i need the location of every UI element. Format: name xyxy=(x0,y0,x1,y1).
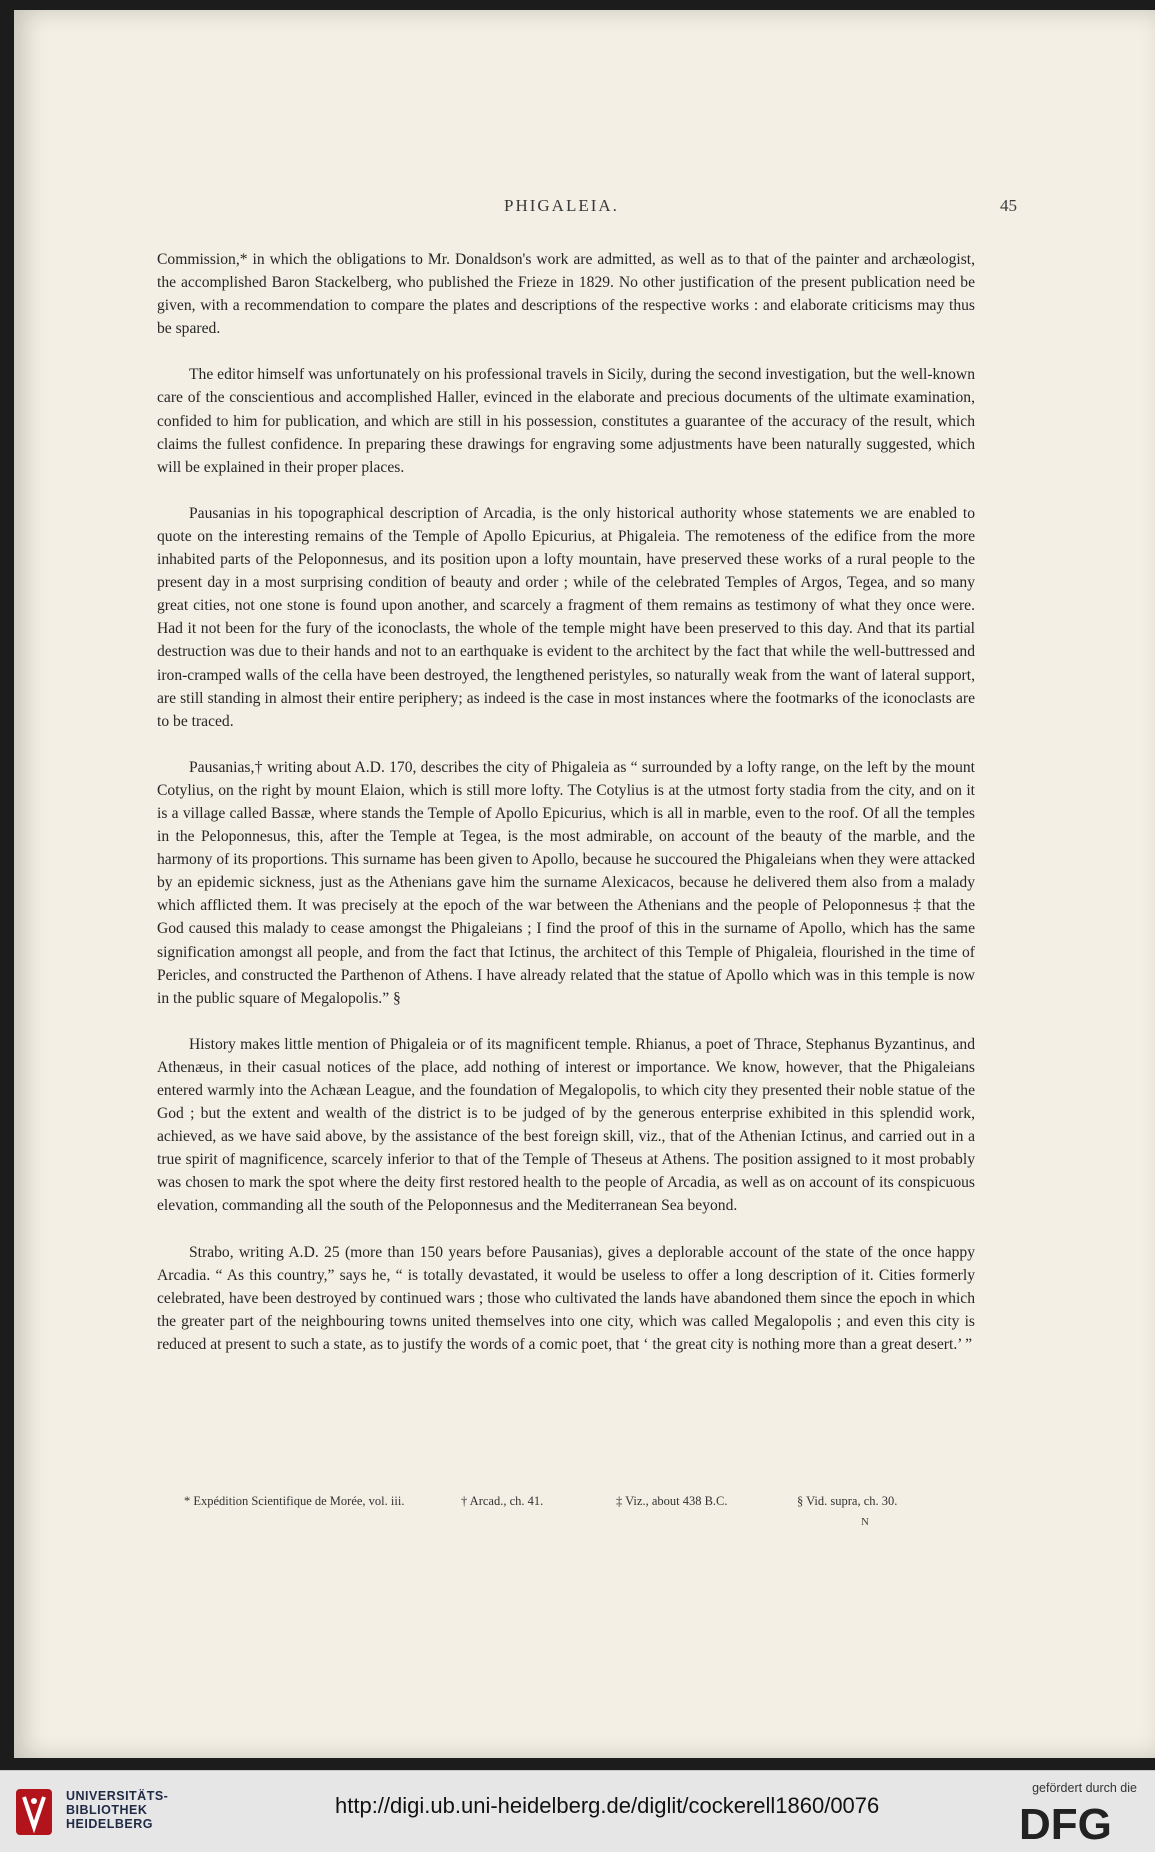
paragraph: The editor himself was unfortunately on his professional travels in Sicily, during the second investigation, but the well-known care of the conscientious and accomplished Haller, evinced in the elaborate and precious documents of the ultimate examination, confided to him for publication, and which are still in his possession, constitutes a guarantee of the accuracy of the result, which claims the fullest confidence. In preparing these drawings for engraving some adjustments have been naturally suggested, which will be explained in their proper places. xyxy=(157,366,975,476)
paragraph: Pausanias,† writing about A.D. 170, describes the city of Phigaleia as “ surrounded by a lofty range, on the left by the mount Cotylius, on the right by mount Elaion, which is still more lofty. The Cotylius is at the utmost forty stadia from the city, and on it is a village called Bassæ, where stands the Temple of Apollo Epicurius, which is all in marble, even to the roof. Of all the temples in the Peloponnesus, this, after the Temple at Tegea, is the most admirable, on account of the beauty of the marble, and the harmony of its proportions. This surname has been given to Apollo, because he succoured the Phigaleians when they were attacked by an epidemic sickness, just as the Athenians gave him the surname Alexicacos, because he delivered them also from a malady which afflicted them. It was precisely at the epoch of the war between the Athenians and the people of Peloponnesus ‡ that the God caused this malady to cease amongst the Phigaleians ; I find the proof of this in the surname of Apollo, which has the same signification amongst all people, and from the fact that Ictinus, the architect of this Temple of Phigaleia, flourished in the time of Pericles, and constructed the Parthenon of Athens. I have already related that the statue of Apollo which was in this temple is now in the public square of Megalopolis.” § xyxy=(157,758,975,1007)
footnote: † Arcad., ch. 41. xyxy=(461,1494,544,1508)
book-page xyxy=(14,10,1155,1758)
permalink-url[interactable]: http://digi.ub.uni-heidelberg.de/diglit/cockerell1860/0076 xyxy=(335,1793,880,1818)
footnotes xyxy=(184,1494,944,1518)
signature-mark: N xyxy=(861,1516,869,1528)
institution-line: HEIDELBERG xyxy=(66,1817,153,1831)
institution-line: UNIVERSITÄTS- xyxy=(66,1789,169,1803)
running-head xyxy=(14,196,1155,224)
paragraph: Pausanias in his topographical description of Arcadia, is the only historical authority whose statements we are enabled to quote on the interesting remains of the Temple of Apollo Epicurius, at Phigaleia. The remoteness of the edifice from the more inhabited parts of the Peloponnesus, and its position upon a lofty mountain, have preserved these works of a rural people to the present day in a most surprising condition of beauty and order ; while of the celebrated Temples of Argos, Tegea, and so many great cities, not one stone is found upon another, and scarcely a fragment of them remains as testimony of what they once were. Had it not been for the fury of the iconoclasts, the whole of the temple might have been preserved to this day. And that its partial destruction was due to their hands and not to an earthquake is evident to the architect by the fact that while the well-buttressed and iron-cramped walls of the cella have been destroyed, the lengthened peristyles, so naturally weak from the want of lateral support, are still standing in almost their entire periphery; as indeed is the case in most instances where the footmarks of the iconoclasts are to be traced. xyxy=(157,504,975,730)
institution-name xyxy=(66,1789,168,1831)
paragraph: History makes little mention of Phigaleia or of its magnificent temple. Rhianus, a poet of Thrace, Stephanus Byzantinus, and Athenæus, in their casual notices of the place, add nothing of interest or importance. We know, however, that the Phigaleians entered warmly into the Achæan League, and the foundation of Megalopolis, to which city they presented their noble statue of the God ; but the extent and wealth of the district is to be judged of by the generous enterprise exhibited in this splendid work, achieved, as we have said above, by the assistance of the best foreign skill, viz., that of the Athenian Ictinus, and carried out in a true spirit of magnificence, scarcely inferior to that of the Temple of Theseus at Athens. The position assigned to it most probably was chosen to mark the spot where the deity first restored health to the people of Arcadia, as well as on account of its conspicuous elevation, commanding all the south of the Peloponnesus and the Mediterranean Sea beyond. xyxy=(157,1035,975,1215)
paragraph: Commission,* in which the obligations to Mr. Donaldson's work are admitted, as well as to that of the painter and archæologist, the accomplished Baron Stackelberg, who published the Frieze in 1829. No other justification of the present publication need be given, with a recommendation to compare the plates and descriptions of the respective works : and elaborate criticisms may thus be spared. xyxy=(157,251,975,338)
footnote: § Vid. supra, ch. 30. xyxy=(797,1494,898,1508)
footnote: ‡ Viz., about 438 B.C. xyxy=(616,1494,728,1508)
funding-note: gefördert durch die xyxy=(1032,1781,1137,1795)
dfg-logo-icon xyxy=(1019,1801,1137,1843)
body-text xyxy=(157,248,975,1379)
dfg-logo-text: DFG xyxy=(1019,1801,1112,1843)
university-seal-icon xyxy=(14,1787,54,1837)
running-head-title: PHIGALEIA. xyxy=(504,196,619,215)
viewer-footer xyxy=(0,1770,1155,1852)
paragraph: Strabo, writing A.D. 25 (more than 150 years before Pausanias), gives a deplorable account of the state of the once happy Arcadia. “ As this country,” says he, “ is totally devastated, it would be useless to offer a long description of it. Cities formerly celebrated, have been destroyed by continued wars ; those who cultivated the lands have abandoned them since the epoch in which the greater part of the neighbouring towns united themselves into one city, which was called Megalopolis ; and even this city is reduced at present to such a state, as to justify the words of a comic poet, that ‘ the great city is nothing more than a great desert.’ ” xyxy=(157,1243,975,1353)
footnote: * Expédition Scientifique de Morée, vol. iii. xyxy=(184,1494,405,1508)
page-number: 45 xyxy=(1000,196,1017,215)
institution-line: BIBLIOTHEK xyxy=(66,1803,148,1817)
